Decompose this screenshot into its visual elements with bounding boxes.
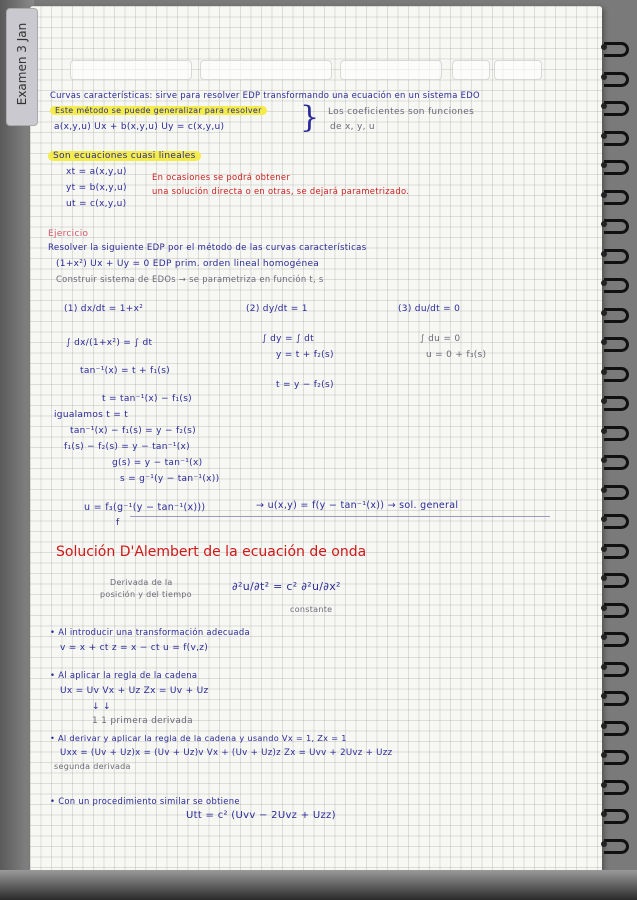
binding-ring bbox=[604, 68, 634, 86]
line-coef: Los coeficientes son funciones bbox=[328, 107, 475, 117]
bottom-edge-shadow bbox=[0, 870, 637, 900]
binding-ring bbox=[604, 38, 634, 56]
wave-uxx: Uxx = (Uv + Uz)x = (Uv + Uz)v Vx + (Uv + Uz)z Zx = Uvv + 2Uvz + Uzz bbox=[60, 748, 393, 758]
header-box-3 bbox=[340, 60, 442, 80]
eq-17: u = f₃(g⁻¹(y − tan⁻¹(x))) bbox=[84, 502, 206, 513]
wave-ux: Ux = Uv Vx + Uz Zx = Uv + Uz bbox=[60, 686, 209, 696]
binding-ring bbox=[604, 746, 634, 764]
eq-2: (2) dy/dt = 1 bbox=[246, 304, 308, 314]
left-edge-shadow bbox=[0, 0, 34, 900]
binding-ring bbox=[604, 156, 634, 174]
binding-ring bbox=[604, 805, 634, 823]
header-box-1 bbox=[70, 60, 192, 80]
wave-segunda: segunda derivada bbox=[54, 762, 131, 771]
binding-ring bbox=[604, 127, 634, 145]
line-ejercicio: Ejercicio bbox=[48, 229, 89, 239]
line-xt: xt = a(x,y,u) bbox=[66, 167, 127, 177]
eq-8: u = 0 + f₃(s) bbox=[426, 350, 487, 360]
eq-17-f: f bbox=[116, 518, 120, 528]
wave-utt: Utt = c² (Uvv − 2Uvz + Uzz) bbox=[186, 810, 336, 821]
binding-ring bbox=[604, 186, 634, 204]
header-box-2 bbox=[200, 60, 332, 80]
binding-ring bbox=[604, 304, 634, 322]
section-tab bbox=[6, 8, 38, 126]
line-ocasiones: En ocasiones se podrá obtener bbox=[152, 172, 291, 182]
eq-4: ∫ dx/(1+x²) = ∫ dt bbox=[66, 338, 153, 348]
binding-ring bbox=[604, 451, 634, 469]
binding-ring bbox=[604, 658, 634, 676]
underline-sol bbox=[130, 516, 550, 517]
binding-ring bbox=[604, 776, 634, 794]
wave-constante: constante bbox=[290, 605, 333, 614]
line-coef-2: de x, y, u bbox=[330, 122, 375, 132]
eq-16: s = g⁻¹(y − tan⁻¹(x)) bbox=[120, 474, 220, 484]
binding-ring bbox=[604, 628, 634, 646]
binding-ring bbox=[604, 97, 634, 115]
wave-transform: v = x + ct z = x − ct u = f(v,z) bbox=[60, 643, 209, 653]
binding-ring bbox=[604, 215, 634, 233]
wave-equation: ∂²u/∂t² = c² ∂²u/∂x² bbox=[232, 580, 341, 593]
wave-note-1: Derivada de la bbox=[110, 578, 173, 587]
line-curvas: Curvas características: sirve para resolver EDP transformando una ecuación en un sistema EDO bbox=[50, 90, 480, 100]
binding-ring bbox=[604, 392, 634, 410]
line-resolver: Resolver la siguiente EDP por el método de las curvas características bbox=[48, 243, 367, 253]
eq-18: → u(x,y) = f(y − tan⁻¹(x)) → sol. general bbox=[256, 500, 459, 511]
eq-15: g(s) = y − tan⁻¹(x) bbox=[112, 458, 203, 468]
eq-1: (1) dx/dt = 1+x² bbox=[64, 304, 144, 314]
wave-bullet-2: • Al aplicar la regla de la cadena bbox=[50, 670, 198, 680]
line-solucion-directa: una solución directa o en otras, se dejará parametrizado. bbox=[152, 186, 410, 196]
binding-ring bbox=[604, 422, 634, 440]
binding-ring bbox=[604, 481, 634, 499]
eq-5: ∫ dy = ∫ dt bbox=[262, 334, 314, 344]
eq-10: t = y − f₂(s) bbox=[276, 380, 334, 390]
binding-ring bbox=[604, 510, 634, 528]
eq-14: f₁(s) − f₂(s) = y − tan⁻¹(x) bbox=[64, 442, 190, 452]
tab-label: Examen 3 Jan bbox=[15, 22, 29, 106]
line-generalizar: Este método se puede generalizar para resolver bbox=[50, 106, 267, 115]
header-box-4 bbox=[452, 60, 490, 80]
binding-ring bbox=[604, 333, 634, 351]
line-construir: Construir sistema de EDOs → se parametriza en función t, s bbox=[56, 274, 324, 284]
eq-9: tan⁻¹(x) = t + f₁(s) bbox=[80, 366, 170, 376]
binding-ring bbox=[604, 687, 634, 705]
binding-ring bbox=[604, 274, 634, 292]
eq-13: tan⁻¹(x) − f₁(s) = y − f₂(s) bbox=[70, 426, 196, 436]
eq-7: y = t + f₂(s) bbox=[276, 350, 334, 360]
wave-bullet-4: • Con un procedimiento similar se obtiene bbox=[50, 796, 240, 806]
wave-note-2: posición y del tiempo bbox=[100, 590, 192, 599]
wave-bullet-3: • Al derivar y aplicar la regla de la cadena y usando Vx = 1, Zx = 1 bbox=[50, 733, 347, 743]
brace-coef: } bbox=[300, 100, 320, 135]
binding-ring bbox=[604, 835, 634, 853]
eq-3: (3) du/dt = 0 bbox=[398, 304, 461, 314]
binding-ring bbox=[604, 363, 634, 381]
binding-ring bbox=[604, 717, 634, 735]
binding-ring bbox=[604, 569, 634, 587]
section-title: Solución D'Alembert de la ecuación de onda bbox=[56, 544, 367, 560]
binding-ring bbox=[604, 599, 634, 617]
eq-11: t = tan⁻¹(x) − f₁(s) bbox=[102, 394, 192, 404]
line-general-eq: a(x,y,u) Ux + b(x,y,u) Uy = c(x,y,u) bbox=[54, 122, 225, 132]
line-cuasi: Son ecuaciones cuasi lineales bbox=[48, 151, 201, 161]
wave-primera: 1 1 primera derivada bbox=[92, 716, 193, 726]
header-box-5 bbox=[494, 60, 542, 80]
wave-arrows: ↓ ↓ bbox=[92, 702, 111, 712]
line-yt: yt = b(x,y,u) bbox=[66, 183, 127, 193]
wave-bullet-1: • Al introducir una transformación adecuada bbox=[50, 627, 250, 637]
binding-ring bbox=[604, 540, 634, 558]
eq-6: ∫ du = 0 bbox=[420, 334, 461, 344]
line-ut: ut = c(x,y,u) bbox=[66, 199, 127, 209]
binding-ring bbox=[604, 245, 634, 263]
eq-12: igualamos t = t bbox=[54, 410, 129, 420]
line-edp: (1+x²) Ux + Uy = 0 EDP prim. orden lineal homogénea bbox=[56, 259, 320, 269]
